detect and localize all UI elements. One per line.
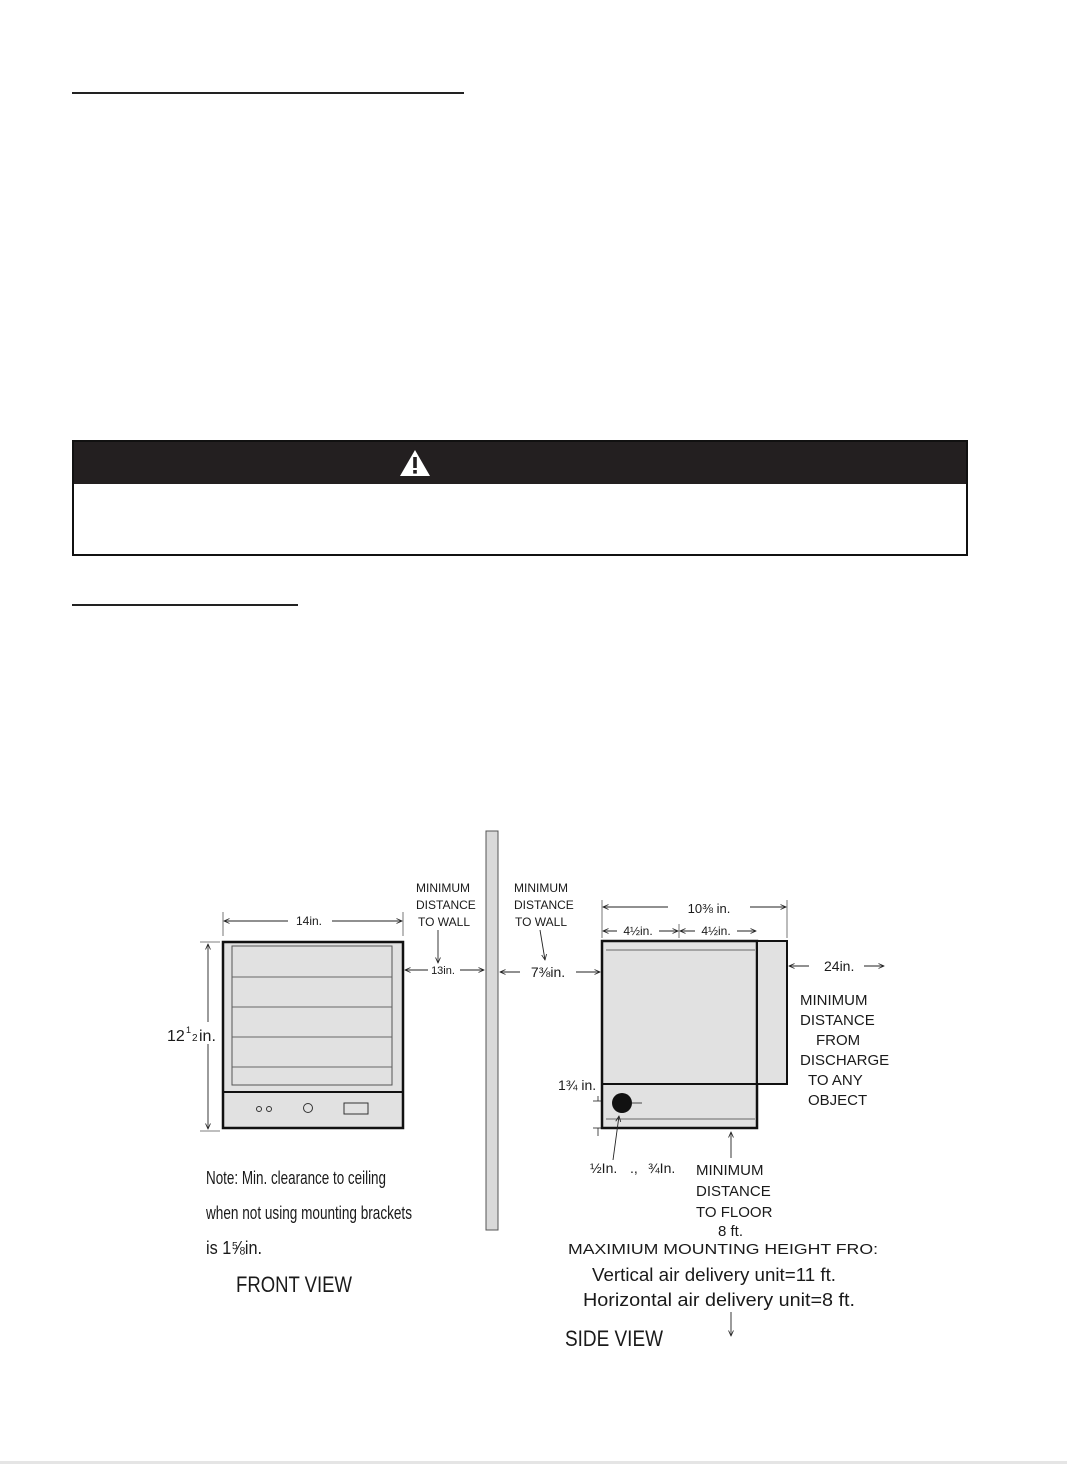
- side-view-caption: SIDE VIEW: [565, 1326, 664, 1351]
- vertical-delivery-line: Vertical air delivery unit=11 ft.: [592, 1265, 836, 1285]
- front-width-label: 14in.: [295, 914, 323, 928]
- front-view: [166, 881, 484, 1297]
- side-conduit-left-label: ½In.: [590, 1160, 618, 1176]
- floor-line-4: 8 ft.: [718, 1223, 744, 1240]
- front-min-dist-line-1: MINIMUM: [416, 881, 470, 895]
- side-segment-b-label: 4½in.: [701, 924, 731, 938]
- front-height-frac-den: 2: [192, 1033, 198, 1044]
- side-conduit-height-label: 1¾ in.: [558, 1077, 597, 1093]
- side-overall-width-label: 10⅜ in.: [687, 901, 731, 916]
- front-wall-gap-label: 13in.: [431, 965, 455, 977]
- floor-line-1: MINIMUM: [696, 1162, 764, 1179]
- side-segment-a-label: 4½in.: [623, 924, 653, 938]
- front-min-dist-line-2: DISTANCE: [416, 898, 476, 912]
- front-height-frac-num: 1: [186, 1025, 192, 1035]
- front-note-line-2: when not using mounting brackets: [205, 1203, 412, 1223]
- discharge-line-1: MINIMUM: [800, 992, 868, 1009]
- horizontal-delivery-line: Horizontal air delivery unit=8 ft.: [583, 1290, 855, 1310]
- side-view: [500, 881, 889, 1351]
- discharge-line-4: DISCHARGE: [800, 1052, 890, 1069]
- discharge-line-5: TO ANY: [808, 1072, 863, 1089]
- floor-line-3: TO FLOOR: [696, 1204, 773, 1221]
- wall: [486, 831, 498, 1230]
- front-unit-body: [223, 942, 403, 1128]
- front-view-caption: FRONT VIEW: [236, 1272, 353, 1297]
- side-conduit-mid-label: .,: [630, 1160, 638, 1176]
- floor-line-2: DISTANCE: [696, 1183, 771, 1200]
- discharge-line-6: OBJECT: [808, 1092, 868, 1109]
- discharge-line-2: DISTANCE: [800, 1012, 875, 1029]
- discharge-line-3: FROM: [816, 1032, 861, 1049]
- discharge-louver: [757, 941, 787, 1084]
- front-note-line-1: Note: Min. clearance to ceiling: [206, 1168, 386, 1188]
- front-note-line-3: is 1⅝in.: [206, 1238, 262, 1258]
- side-discharge-dist-label: 24in.: [824, 958, 855, 974]
- side-min-dist-line-3: TO WALL: [515, 915, 568, 929]
- max-height-title: MAXIMIUM MOUNTING HEIGHT FRO:: [568, 1241, 878, 1258]
- front-min-dist-line-3: TO WALL: [418, 915, 471, 929]
- side-conduit-right-label: ¾In.: [648, 1160, 676, 1176]
- side-wall-gap-label: 7⅜in.: [530, 964, 566, 980]
- side-min-dist-line-2: DISTANCE: [514, 898, 574, 912]
- conduit-knockout-icon: [612, 1093, 632, 1113]
- front-height-unit: in.: [199, 1028, 216, 1045]
- side-min-dist-line-1: MINIMUM: [514, 881, 568, 895]
- front-height-whole: 12: [167, 1028, 185, 1045]
